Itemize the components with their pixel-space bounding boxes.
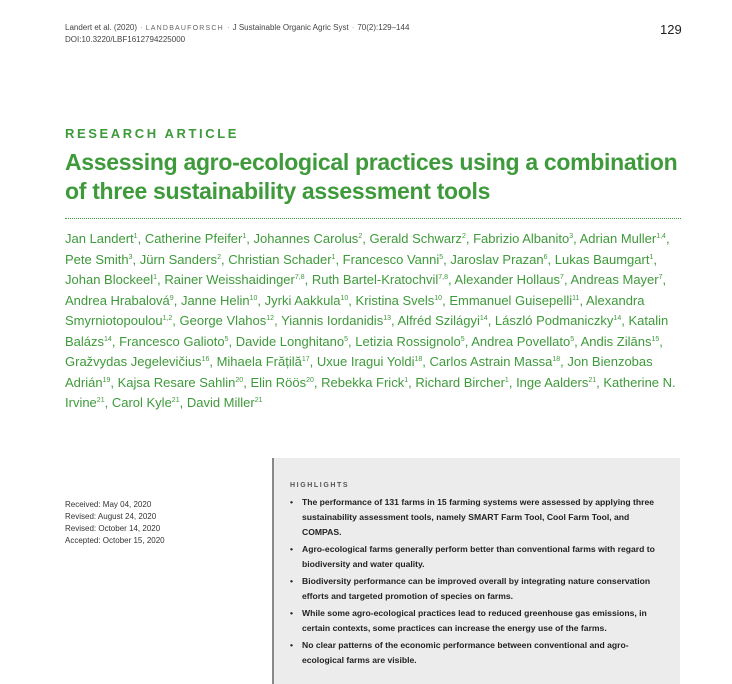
author-name: George Vlahos [179, 313, 267, 328]
author-affiliation: 5 [570, 335, 575, 343]
author-affiliation: 10 [434, 294, 443, 302]
author [236, 334, 348, 349]
highlight-text: While some agro-ecological practices lead to reduced greenhouse gas emissions, in certain contexts, some practices can increase the energy use of the farms. [302, 608, 647, 633]
page-number: 129 [660, 22, 682, 37]
author [65, 272, 157, 287]
highlights-title: HIGHLIGHTS [290, 482, 350, 489]
author [65, 231, 138, 246]
author-affiliation: 20 [235, 376, 244, 384]
author-affiliation: 21 [96, 397, 105, 404]
author-affiliation: 15 [651, 335, 660, 343]
author-affiliation: 18 [552, 356, 561, 363]
author-name: Andis Zilāns [580, 333, 652, 349]
author [65, 293, 174, 308]
highlight-text: The performance of 131 farms in 15 farming systems were assessed by applying three sustainability assessment tools, namely SMART Farm Tool, Cool Farm Tool, and COMPAS. [302, 497, 655, 537]
author-name: Catherine Pfeifer [144, 231, 243, 246]
date-accepted: Accepted: October 15, 2020 [65, 536, 165, 545]
author-affiliation: 13 [383, 315, 391, 322]
author-affiliation: 17 [301, 356, 310, 363]
author-affiliation: 1 [242, 233, 247, 240]
author-name: David Miller [186, 395, 255, 410]
header-journal: LANDBAUFORSCH [145, 25, 224, 32]
highlights-box [272, 458, 680, 684]
highlight-text: No clear patterns of the economic performance between conventional and agro-ecological farms are visible. [302, 640, 629, 665]
author-name: Johan Blockeel [65, 272, 154, 287]
author-name: Katherine N. Irvine [65, 374, 676, 410]
author [473, 231, 573, 246]
author [570, 272, 662, 287]
author-name: Francesco Galioto [119, 333, 225, 349]
bullet-icon: • [290, 640, 294, 650]
author [356, 293, 443, 308]
author-affiliation: 1 [404, 376, 409, 384]
author-affiliation: 21 [254, 397, 263, 404]
header-volume-pages: 70(2):129–144 [357, 23, 410, 32]
author [355, 334, 464, 349]
author-affiliation: 1 [504, 376, 509, 384]
author [254, 231, 363, 246]
author-affiliation: 1 [133, 233, 138, 240]
bullet-icon: • [290, 544, 294, 554]
author-name: Inge Aalders [516, 374, 589, 390]
highlight-item [290, 574, 668, 604]
author-affiliation: 1,4 [656, 233, 666, 240]
author [65, 354, 209, 369]
author-name: Ruth Bartel-Kratochvil [311, 272, 439, 287]
author-name: Pete Smith [65, 251, 129, 267]
highlight-item [290, 495, 668, 540]
author [119, 334, 228, 349]
author [317, 354, 422, 369]
bullet-icon: • [290, 576, 294, 586]
author [228, 252, 335, 267]
article-title: Assessing agro-ecological practices using a combination of three sustainability assessment tools [65, 149, 678, 204]
author-name: Lukas Baumgart [554, 251, 650, 267]
author-name: Kristina Svels [355, 292, 435, 308]
author [555, 252, 654, 267]
author [581, 334, 660, 349]
author-affiliation: 10 [340, 294, 349, 302]
author [112, 395, 180, 410]
author-affiliation: 9 [169, 294, 174, 302]
author-name: Francesco Vanni [342, 251, 440, 267]
author-affiliation: 5 [460, 335, 465, 343]
author-name: Emmanuel Guisepelli [449, 292, 573, 308]
author-affiliation: 14 [479, 315, 488, 322]
author-affiliation: 7,8 [294, 274, 305, 281]
author [430, 354, 561, 369]
article-type: RESEARCH ARTICLE [65, 126, 240, 141]
title-divider [65, 218, 681, 219]
author-affiliation: 20 [306, 376, 314, 384]
author-name: Alexandra Smyrniotopoulou [65, 292, 645, 328]
author-name: Katalin Balázs [65, 313, 669, 349]
author-affiliation: 1 [649, 253, 654, 261]
author-name: Elin Röös [250, 374, 307, 390]
author [580, 231, 666, 246]
author [321, 375, 408, 390]
author-affiliation: 5 [344, 335, 349, 343]
author-name: Janne Helin [180, 292, 250, 308]
header-citation-line: Landert et al. (2020) · LANDBAUFORSCH · J Sustainable Organic Agric Syst · 70(2):129–144 [65, 23, 410, 32]
author-name: Kajsa Resare Sahlin [117, 374, 236, 390]
author-name: Fabrizio Albanito [473, 231, 570, 246]
author-name: Richard Bircher [415, 374, 505, 390]
author [145, 231, 246, 246]
author-affiliation: 2 [461, 233, 466, 240]
author [187, 395, 263, 410]
author [65, 252, 133, 267]
bullet-icon: • [290, 497, 294, 507]
author-name: Adrian Muller [579, 231, 657, 246]
author-name: Yiannis Iordanidis [281, 313, 384, 328]
author-name: Andrea Povellato [471, 333, 571, 349]
author-affiliation: 1,2 [162, 315, 173, 322]
author-affiliation: 21 [588, 376, 597, 384]
author [450, 252, 547, 267]
author-name: Gerald Schwarz [369, 231, 462, 246]
author-name: Alexander Hollaus [454, 272, 561, 287]
author [250, 375, 313, 390]
author-name: Carol Kyle [111, 395, 172, 410]
author-affiliation: 6 [543, 253, 548, 261]
author-affiliation: 21 [171, 397, 180, 404]
author-affiliation: 1 [331, 253, 336, 261]
author-name: Uxue Iragui Yoldi [316, 354, 415, 369]
author [217, 354, 310, 369]
author-affiliation: 16 [201, 356, 210, 363]
author [398, 313, 488, 328]
highlight-text: Agro-ecological farms generally perform better than conventional farms with regard to biodiversity and water quality. [302, 544, 655, 569]
header-doi[interactable]: DOI:10.3220/LBF1612794225000 [65, 35, 186, 44]
header-citation: Landert et al. (2020) [65, 23, 138, 32]
author [140, 252, 221, 267]
author [265, 293, 349, 308]
highlights-list [290, 495, 668, 668]
author [312, 272, 448, 287]
date-received: Received: May 04, 2020 [65, 500, 152, 509]
author-affiliation: 18 [414, 356, 423, 363]
author-affiliation: 7,8 [438, 274, 449, 281]
author-affiliation: 3 [569, 233, 574, 240]
author-name: Johannes Carolus [253, 231, 359, 246]
author-affiliation: 19 [102, 376, 111, 384]
highlight-item [290, 638, 668, 668]
article-dates [65, 499, 165, 547]
author [118, 375, 244, 390]
author-affiliation: 5 [439, 253, 444, 261]
author-name: Davide Longhitano [235, 333, 345, 349]
author-name: Andreas Mayer [570, 272, 659, 287]
author-affiliation: 7 [658, 274, 663, 281]
author-name: Jürn Sanders [139, 251, 218, 267]
author [180, 313, 275, 328]
author-name: Rainer Weisshaidinger [164, 272, 295, 287]
author-list: Jan Landert$^1$, Catherine Pfeifer$^1$, Johannes Carolus$^2$, Gerald Schwarz$^2$, Fabrizio Albanito$^3$, Adrian Muller$^{1,4}$, Pete Smith$^3$, Jürn Sanders$^2$, Christian Schader$^1$, Francesco Vanni$^5$, Jaroslav Prazan$^6$, Lukas Baumgart$^1$, Johan Blockeel$^1$, Rainer Weisshaidinger$^{7,8}$, Ruth Bartel-Kratochvil$^{7,8}$, Alexander Hollaus$^7$, Andreas Mayer$^7$, Andrea Hrabalová$^9$, Janne Helin$^{10}$, Jyrki Aakkula$^{10}$, Kristina Svels$^{10}$, Emmanuel Guisepelli$^{11}$, Alexandra Smyrniotopoulou$^{1,2}$, George Vlahos$^{12}$, Yiannis Iordanidis$^{13}$, Alfréd Szilágyi$^{14}$, László Podmaniczky$^{14}$, Katalin Balázs$^{14}$, Francesco Galioto$^5$, Davide Longhitano$^5$, Letizia Rossignolo$^5$, Andrea Povellato$^5$, Andis Zilāns$^{15}$, Gražvydas Jegelevičius$^{16}$, Mihaela Frățilă$^{17}$, Uxue Iragui Yoldi$^{18}$, Carlos Astrain Massa$^{18}$, Jon Bienzobas Adrián$^{19}$, Kajsa Resare Sahlin$^{20}$, Elin Röös$^{20}$, Rebekka Frick$^1$, Richard Bircher$^1$, Inge Aalders$^{21}$, Katherine N. Irvine$^{21}$, Carol Kyle$^{21}$, David Miller$^{21}$ [65, 231, 676, 410]
author-name: Gražvydas Jegelevičius [65, 354, 202, 369]
author-affiliation: 14 [104, 335, 112, 343]
author-name: Andrea Hrabalová [65, 292, 170, 308]
author-affiliation: 1 [153, 274, 158, 281]
date-revised-2: Revised: October 14, 2020 [65, 524, 161, 533]
author-affiliation: 3 [128, 253, 133, 261]
header-journal-full: J Sustainable Organic Agric Syst [232, 23, 349, 32]
author-affiliation: 12 [266, 315, 275, 322]
author [369, 231, 465, 246]
author-affiliation: 5 [224, 335, 229, 343]
author [449, 293, 579, 308]
author-name: Letizia Rossignolo [355, 333, 461, 349]
author-name: Jan Landert [65, 231, 134, 246]
author [495, 313, 621, 328]
running-header [65, 22, 409, 45]
author-name: Jon Bienzobas Adrián [65, 354, 653, 390]
author-name: Carlos Astrain Massa [429, 354, 553, 369]
author-affiliation: 14 [613, 315, 622, 322]
author-name: Mihaela Frățilă [216, 354, 302, 369]
highlight-item [290, 606, 668, 636]
author-affiliation: 11 [572, 294, 580, 302]
highlight-text: Biodiversity performance can be improved overall by integrating nature conservation efforts and targeted promotion of species on farms. [302, 576, 651, 601]
author-affiliation: 2 [217, 253, 221, 261]
author [281, 313, 391, 328]
author-affiliation: 2 [358, 233, 363, 240]
author [516, 375, 596, 390]
author-name: Rebekka Frick [321, 374, 405, 390]
author [471, 334, 574, 349]
author-name: László Podmaniczky [494, 313, 614, 328]
author [343, 252, 444, 267]
author [455, 272, 564, 287]
date-revised-1: Revised: August 24, 2020 [65, 512, 157, 521]
bullet-icon: • [290, 608, 294, 618]
author [181, 293, 257, 308]
author-name: Jaroslav Prazan [450, 251, 544, 267]
author-affiliation: 10 [249, 294, 258, 302]
author [164, 272, 304, 287]
author-name: Jyrki Aakkula [264, 292, 341, 308]
highlight-item [290, 542, 668, 572]
author-name: Christian Schader [228, 251, 332, 267]
author [415, 375, 509, 390]
author-name: Alfréd Szilágyi [397, 313, 480, 328]
author-affiliation: 7 [560, 274, 564, 281]
